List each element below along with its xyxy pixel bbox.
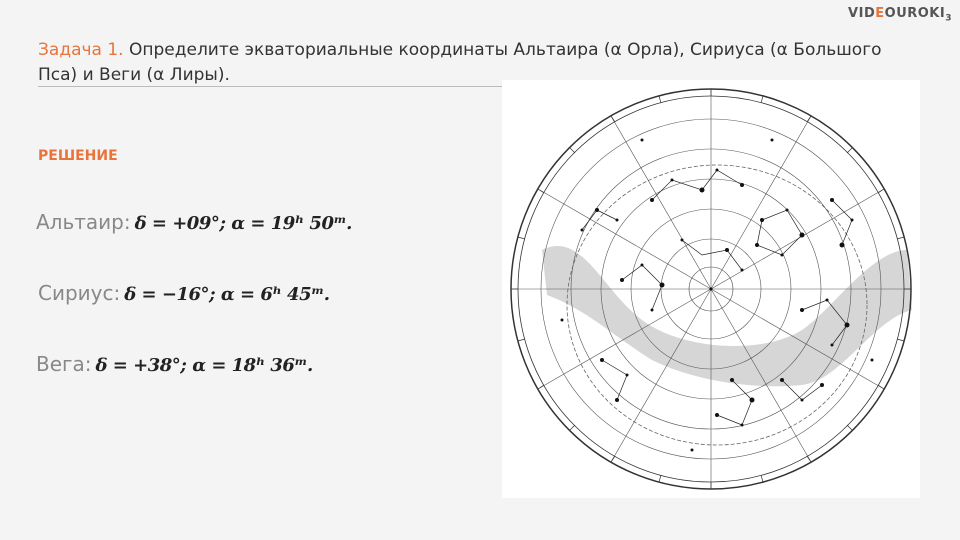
coordinates-formula: δ = +38°; α = 18ʰ 36ᵐ. (95, 355, 313, 376)
solution-heading: РЕШЕНИЕ (38, 148, 118, 164)
task-label: Задача 1. (38, 40, 124, 60)
coordinates-formula: δ = −16°; α = 6ʰ 45ᵐ. (124, 284, 330, 305)
star-row-vega (36, 352, 313, 376)
logo-text-a: VID (848, 6, 876, 21)
videouroki-logo (848, 6, 952, 24)
logo-accent: E (875, 6, 885, 21)
star-name: Сириус: (38, 281, 121, 305)
logo-suffix: 3 (945, 13, 952, 24)
star-name: Вега: (36, 352, 92, 376)
coordinates-formula: δ = +09°; α = 19ʰ 50ᵐ. (134, 213, 352, 234)
star-map (502, 80, 920, 498)
star-name: Альтаир: (36, 210, 131, 234)
star-row-altair (36, 210, 352, 234)
star-map-svg (502, 80, 920, 498)
star-row-sirius (38, 281, 329, 305)
task-text: Определите экваториальные координаты Альтаира (α Орла), Сириуса (α Большого Пса) и Веги (α Лиры). (38, 40, 882, 85)
logo-text-b: OUROKI (884, 6, 946, 21)
title-divider (38, 86, 508, 87)
